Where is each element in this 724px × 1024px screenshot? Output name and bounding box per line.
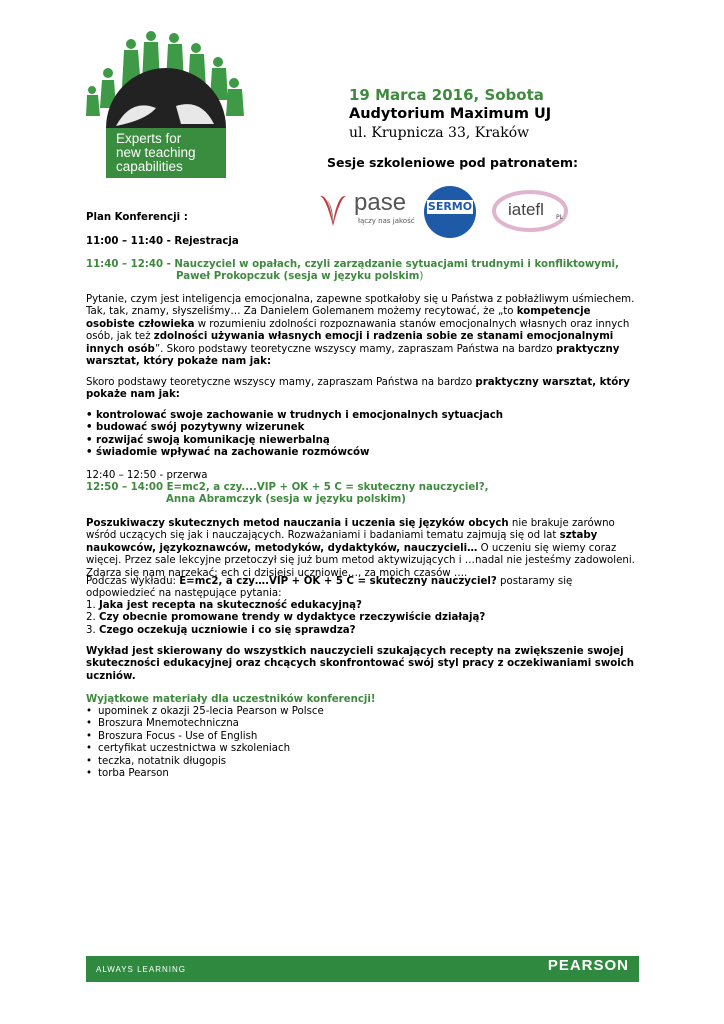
session2-paragraph-2 xyxy=(86,576,642,601)
logo-line-3: capabilities xyxy=(116,159,183,174)
materials-list xyxy=(86,706,642,780)
session1-bullet: • rozwijać swoją komunikację niewerbalną xyxy=(86,434,330,446)
session1-p1-e: ”. Skoro podstawy teoretyczne wszyscy mamy, zapraszam Państwa na bardzo xyxy=(154,343,557,355)
logo-line-2: new teaching xyxy=(116,145,196,160)
session2-paragraph xyxy=(86,518,642,580)
material-item: • Broszura Mnemotechniczna xyxy=(86,718,642,730)
material-item: • certyfikat uczestnictwa w szkoleniach xyxy=(86,743,642,755)
material-item: • torba Pearson xyxy=(86,768,642,780)
question-text: Czy obecnie promowane trendy w dydaktyce rzeczywiście działają? xyxy=(98,612,486,624)
session1-p1-d: zdolności używania własnych emocji i radzenia sobie ze stanami emocjonalnymi innych osób xyxy=(86,331,614,355)
question-item xyxy=(86,625,642,637)
session2-p1-d: O uczeniu się wiemy coraz więcej. Przez sale lekcyjne przetoczył się już bum metod aktywizujących i …nadal nie jesteśmy zadowoleni. Zdarza się nam narzekać: ech ci dzisiejsi uczniowie…, za moich czasów …. xyxy=(86,542,635,579)
experts-logo xyxy=(86,28,251,178)
question-text: Jaka jest recepta na skuteczność edukacyjną? xyxy=(98,600,362,611)
session1-bullets xyxy=(86,410,642,460)
pase-name: pase xyxy=(354,189,407,216)
sermo-name: SERMO xyxy=(427,200,473,213)
session2-p1-a: Poszukiwaczy skutecznych metod nauczania i uczenia się języków obcych xyxy=(86,518,509,529)
session2-title xyxy=(86,482,642,507)
material-item: • upominek z okazji 25-lecia Pearson w Polsce xyxy=(86,706,642,718)
session1-p1-c: w rozumieniu zdolności rozpoznawania stanów emocjonalnych własnych oraz innych osób, jak też xyxy=(86,318,630,343)
iatefl-logo xyxy=(492,190,574,232)
session1-paragraph xyxy=(86,294,642,368)
session1-p1-b: kompetencje osobiste człowieka xyxy=(86,306,591,330)
break-line: 12:40 – 12:50 - przerwa xyxy=(86,470,208,481)
logo-text xyxy=(116,132,226,174)
session2-title-line1: 12:50 – 14:00 E=mc2, a czy....VIP + OK + 5 C = skuteczny nauczyciel?, xyxy=(86,482,489,493)
question-item xyxy=(86,612,642,624)
session2-speaker: Anna Abramczyk (sesja w języku polskim) xyxy=(166,494,406,506)
session1-bullet: • świadomie wpływać na zachowanie rozmówców xyxy=(86,447,370,459)
plan-title: Plan Konferencji : xyxy=(86,212,188,223)
logo-line-1: Experts for xyxy=(116,131,182,146)
session2-audience: Wykład jest skierowany do wszystkich nauczycieli szukających recepty na zwiększenie swojej skuteczności edukacyjnej oraz chcących skonfrontować swój styl pracy z oczekiwaniami swoich uczniów. xyxy=(86,646,635,682)
session2-p1-b: nie brakuje zarówno wśród uczących się jak i nauczających. Rozważaniami i badaniami tematu zajmują się od lat xyxy=(86,518,615,542)
patronage-heading: Sesje szkoleniowe pod patronatem: xyxy=(327,155,578,170)
session1-paragraph-2 xyxy=(86,377,642,402)
question-number: 2. xyxy=(86,612,99,624)
session1-p2-b: praktyczny warsztat, który pokaże nam jak: xyxy=(86,377,630,401)
session2-p2-a: Podczas wykładu: xyxy=(86,576,180,587)
session1-speaker: Paweł Prokopczuk (sesja w języku polskim xyxy=(176,271,420,283)
iatefl-name: iatefl xyxy=(508,200,544,219)
question-number: 1. xyxy=(86,600,99,611)
session1-title-line1: 11:40 – 12:40 - Nauczyciel w opałach, czyli zarządzanie sytuacjami trudnymi i konfliktowymi, xyxy=(86,259,619,270)
question-item xyxy=(86,600,642,612)
session2-p2-c: postaramy się odpowiedzieć na następujące pytania: xyxy=(86,576,573,600)
session1-bullet: • kontrolować swoje zachowanie w trudnych i emocjonalnych sytuacjach xyxy=(86,410,504,421)
material-item: • Broszura Focus - Use of English xyxy=(86,731,642,743)
event-venue: Audytorium Maximum UJ xyxy=(349,106,552,122)
session1-title-close: ) xyxy=(419,271,424,283)
pase-tagline: łączy nas jakość xyxy=(358,217,415,225)
iatefl-suffix: PL xyxy=(556,214,563,221)
event-address: ul. Krupnicza 33, Kraków xyxy=(349,125,530,141)
event-date: 19 Marca 2016, Sobota xyxy=(349,86,544,104)
material-item: • teczka, notatnik długopis xyxy=(86,756,642,768)
footer-tagline: ALWAYS LEARNING xyxy=(96,965,186,974)
materials-title: Wyjątkowe materiały dla uczestników konferencji! xyxy=(86,694,376,705)
session1-bullet: • budować swój pozytywny wizerunek xyxy=(86,422,305,434)
question-number: 3. xyxy=(86,624,99,636)
session1-p1-a: Pytanie, czym jest inteligencja emocjonalna, zapewne spotkałoby się u Państwa z pobłażliwym uśmiechem. Tak, tak, znamy, słyszeliśmy… Za Danielem Golemanem możemy recytować, że „to xyxy=(86,294,635,318)
session2-p2-b: E=mc2, a czy….VIP + OK + 5 C = skuteczny nauczyciel? xyxy=(179,576,497,587)
session2-questions xyxy=(86,600,642,637)
session1-p2-a: Skoro podstawy teoretyczne wszyscy mamy, zapraszam Państwa na bardzo xyxy=(86,377,476,388)
session1-p1-f: praktyczny warsztat, który pokaże nam jak: xyxy=(86,343,620,368)
footer-bar xyxy=(86,956,639,982)
pearson-logo: PEARSON xyxy=(547,957,629,974)
question-text: Czego oczekują uczniowie i co się sprawdza? xyxy=(98,624,356,636)
event-info xyxy=(349,86,551,143)
session1-title xyxy=(86,259,642,284)
session2-p1-c: sztaby naukowców, językoznawców, metodyków, dydaktyków, nauczycieli… xyxy=(86,530,598,554)
registration-line: 11:00 – 11:40 - Rejestracja xyxy=(86,236,239,247)
